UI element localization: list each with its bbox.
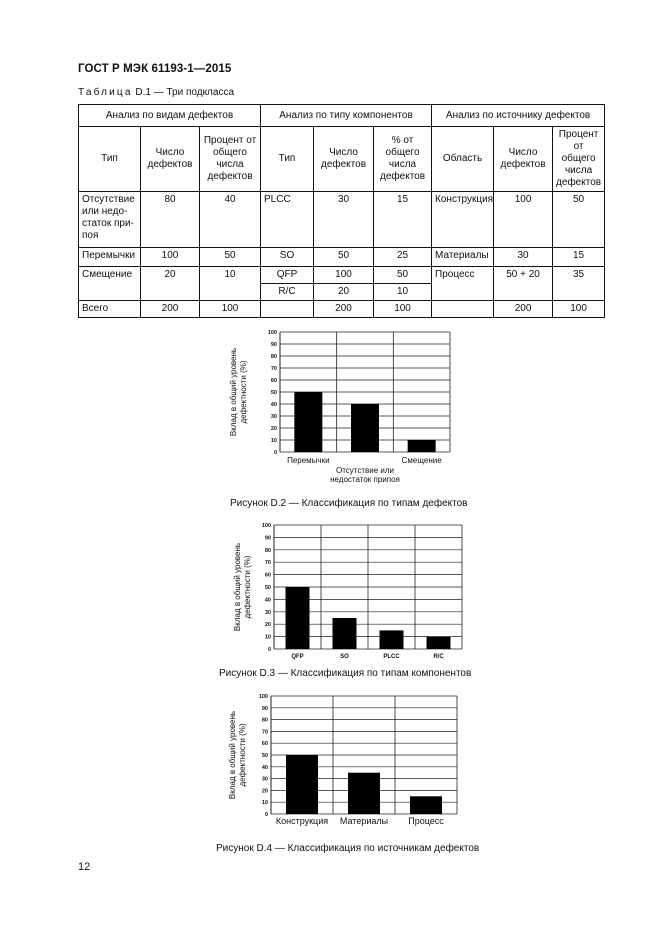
bar <box>286 587 310 649</box>
y-tick-label: 20 <box>264 622 271 629</box>
x-category-label-line: недостаток припоя <box>330 475 400 484</box>
bar <box>427 637 451 649</box>
table-cell: 100 <box>553 301 605 318</box>
table-cell: SO <box>261 248 314 267</box>
table-cell: 80 <box>141 192 200 248</box>
table-cell: 100 <box>141 248 200 267</box>
chart-svg <box>225 690 465 838</box>
y-tick-label: 10 <box>261 800 268 807</box>
table-cell: 200 <box>141 301 200 318</box>
table-cell: 100 <box>200 301 261 318</box>
x-category-label <box>330 466 400 484</box>
y-tick-label: 20 <box>270 426 277 432</box>
table-cell: 50 + 20 <box>494 267 553 301</box>
table-cell: 20 <box>141 267 200 301</box>
table-caption-title: D.1 — Три подкласса <box>132 87 235 98</box>
y-tick-label: 30 <box>270 414 277 420</box>
column-header: Тип <box>79 127 141 192</box>
y-axis-label <box>229 348 248 436</box>
x-category-label: QFP <box>291 654 304 660</box>
table-cell <box>432 301 494 318</box>
chart-defect-sources <box>225 690 465 838</box>
table-cell: 100 <box>494 192 553 248</box>
y-tick-label: 30 <box>264 609 271 616</box>
bar <box>286 755 318 814</box>
table-row <box>79 301 605 318</box>
table-caption-prefix: Таблица <box>78 87 133 98</box>
table-group-row <box>79 105 605 127</box>
y-tick-label: 90 <box>264 535 271 542</box>
y-tick-label: 90 <box>270 342 277 348</box>
table-cell: 100 <box>314 267 374 284</box>
defects-table <box>78 104 605 318</box>
group-header-defect-types: Анализ по видам дефектов <box>79 105 261 127</box>
y-tick-label: 40 <box>270 402 277 408</box>
column-header: Тип <box>261 127 314 192</box>
y-tick-label: 80 <box>264 547 271 554</box>
bar <box>348 773 380 814</box>
table-cell: Процесс <box>432 267 494 301</box>
y-axis-label-line: дефектности (%) <box>239 360 248 424</box>
page-number: 12 <box>78 861 91 873</box>
y-axis-label-line: дефектности (%) <box>243 555 252 619</box>
column-header: Число дефектов <box>314 127 374 192</box>
y-tick-label: 70 <box>270 366 277 372</box>
table-cell: 50 <box>200 248 261 267</box>
y-tick-label: 50 <box>261 753 268 759</box>
table-cell: PLCC <box>261 192 314 248</box>
y-axis-label-line: Вклад в общий уровень <box>229 347 238 437</box>
x-category-label: Материалы <box>339 816 389 826</box>
table-cell: 50 <box>374 267 432 284</box>
y-tick-label: 70 <box>264 560 271 567</box>
table-cell: 20 <box>314 284 374 301</box>
chart-defect-types <box>222 324 462 492</box>
y-tick-label: 80 <box>270 354 277 360</box>
column-header: Число дефектов <box>494 127 553 192</box>
table-cell: 50 <box>553 192 605 248</box>
table-cell: R/C <box>261 284 314 301</box>
x-category-label: Конструкция <box>275 816 329 826</box>
column-header: Область <box>432 127 494 192</box>
table-cell: 30 <box>494 248 553 267</box>
document-header: ГОСТ Р МЭК 61193-1—2015 <box>78 63 232 75</box>
y-axis-label-line: Вклад в общий уровень <box>233 542 242 632</box>
table-cell: 15 <box>374 192 432 248</box>
bar <box>380 630 404 649</box>
table-cell: 10 <box>374 284 432 301</box>
table-cell: Материалы <box>432 248 494 267</box>
column-header: % от общего числа дефектов <box>374 127 432 192</box>
y-tick-label: 30 <box>261 776 268 783</box>
y-tick-label: 0 <box>267 647 271 653</box>
table-cell: 200 <box>314 301 374 318</box>
bar <box>410 796 442 814</box>
y-axis-label-line: дефектности (%) <box>238 723 247 787</box>
y-tick-label: 40 <box>264 597 271 604</box>
table-cell: Перемычки <box>79 248 141 267</box>
x-category-label: R/C <box>433 654 444 660</box>
y-tick-label: 50 <box>264 585 271 591</box>
table-cell: 35 <box>553 267 605 301</box>
x-category-label-line: Отсутствие или <box>335 466 395 475</box>
table-cell: QFP <box>261 267 314 284</box>
chart-component-types <box>228 520 468 662</box>
bar <box>351 404 379 452</box>
table-cell: 100 <box>374 301 432 318</box>
table-cell: 200 <box>494 301 553 318</box>
y-tick-label: 100 <box>258 694 268 700</box>
y-tick-label: 60 <box>261 741 268 748</box>
y-axis-label <box>233 543 252 631</box>
table-header-row <box>79 127 605 192</box>
table-cell <box>261 301 314 318</box>
table-cell: 40 <box>200 192 261 248</box>
figure-caption: Рисунок D.4 — Классификация по источникам дефектов <box>216 843 480 854</box>
bar <box>408 440 436 452</box>
y-tick-label: 70 <box>261 729 268 736</box>
column-header: Процент от общего числа дефектов <box>553 127 605 192</box>
group-header-component-types: Анализ по типу компонентов <box>261 105 432 127</box>
y-tick-label: 100 <box>261 523 271 529</box>
table-cell: 10 <box>200 267 261 301</box>
bar <box>294 392 322 452</box>
x-category-label: Смещение <box>401 456 442 465</box>
table-row <box>79 248 605 267</box>
y-tick-label: 20 <box>261 788 268 795</box>
x-category-label: Перемычки <box>287 456 330 465</box>
table-row <box>79 192 605 248</box>
y-tick-label: 10 <box>264 634 271 641</box>
table-cell: 50 <box>314 248 374 267</box>
y-tick-label: 60 <box>270 378 277 384</box>
y-tick-label: 0 <box>264 812 268 818</box>
figure-caption: Рисунок D.3 — Классификация по типам компонентов <box>219 668 472 679</box>
table-cell: Всего <box>79 301 141 318</box>
y-tick-label: 60 <box>264 572 271 579</box>
table-cell: 25 <box>374 248 432 267</box>
y-tick-label: 90 <box>261 705 268 712</box>
column-header: Процент от общего числа дефектов <box>200 127 261 192</box>
x-category-label: Процесс <box>408 816 444 826</box>
table-cell: 15 <box>553 248 605 267</box>
table-cell: Смещение <box>79 267 141 301</box>
y-tick-label: 10 <box>270 438 277 444</box>
y-axis-label-line: Вклад в общий уровень <box>228 710 237 800</box>
chart-svg <box>222 324 462 492</box>
y-tick-label: 0 <box>273 450 277 456</box>
group-header-defect-sources: Анализ по источнику дефектов <box>432 105 605 127</box>
chart-svg <box>228 520 468 662</box>
table-cell: 30 <box>314 192 374 248</box>
column-header: Число дефектов <box>141 127 200 192</box>
y-tick-label: 100 <box>267 330 277 336</box>
table-caption <box>78 87 234 98</box>
table-cell: Отсутствие или недо-статок при-поя <box>79 192 141 248</box>
table-row <box>79 267 605 284</box>
y-tick-label: 40 <box>261 764 268 771</box>
y-tick-label: 80 <box>261 717 268 724</box>
x-category-label: SO <box>340 654 349 660</box>
bar <box>333 618 357 649</box>
y-tick-label: 50 <box>270 390 277 396</box>
figure-caption: Рисунок D.2 — Классификация по типам дефектов <box>230 498 468 509</box>
x-category-label: PLCC <box>383 654 400 660</box>
table-cell: Конструкция <box>432 192 494 248</box>
y-axis-label <box>228 711 247 799</box>
